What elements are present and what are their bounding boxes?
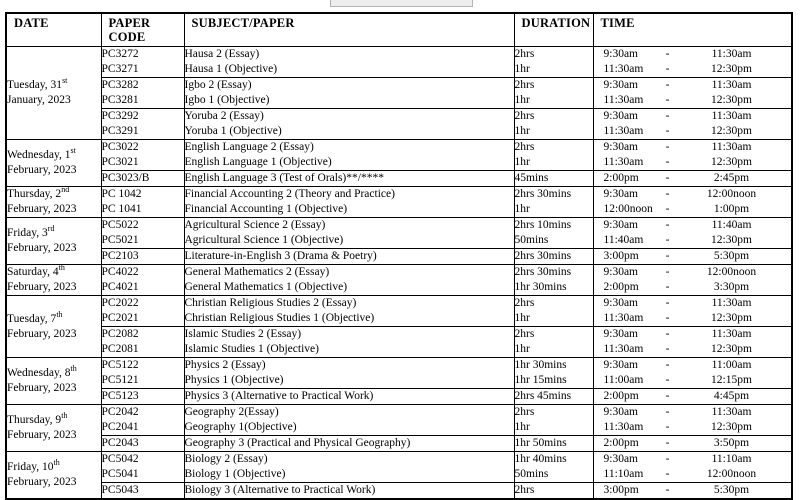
time-dash: - — [665, 374, 670, 386]
table-row — [6, 124, 792, 140]
time-end: 12:30pm — [711, 312, 752, 324]
table-row — [6, 342, 792, 358]
paper-code-cell: PC3282 — [101, 78, 184, 94]
paper-code-cell: PC3272 — [101, 47, 184, 63]
paper-code-cell: PC3291 — [101, 124, 184, 140]
time-start: 9:30am — [603, 48, 638, 60]
date-line2: February, 2023 — [7, 429, 77, 441]
paper-code-cell: PC5121 — [101, 373, 184, 389]
header-row — [6, 13, 792, 47]
time-cell — [593, 452, 792, 468]
date-ordinal: st — [70, 146, 76, 156]
paper-code-cell: PC3022 — [101, 140, 184, 156]
duration-cell: 2hrs — [514, 405, 593, 421]
time-cell — [593, 47, 792, 63]
col-header-paper-code: PAPER CODE — [101, 13, 184, 47]
time-start: 2:00pm — [603, 390, 639, 402]
date-cell — [6, 358, 101, 405]
subject-cell: Igbo 1 (Objective) — [184, 93, 514, 109]
time-cell — [593, 218, 792, 234]
date-line2: February, 2023 — [7, 281, 77, 293]
table-row — [6, 93, 792, 109]
subject-cell: Islamic Studies 1 (Objective) — [184, 342, 514, 358]
date-cell — [6, 296, 101, 358]
time-cell — [593, 311, 792, 327]
date-line1: Friday, 10th — [7, 458, 60, 473]
duration-cell: 1hr 30mins — [514, 280, 593, 296]
time-end: 12:30pm — [711, 343, 752, 355]
time-end: 12:00noon — [706, 266, 757, 278]
table-row — [6, 62, 792, 78]
date-line1: Tuesday, 31st — [7, 76, 68, 91]
time-dash: - — [665, 141, 670, 153]
paper-code-cell: PC5123 — [101, 389, 184, 405]
time-dash: - — [665, 125, 670, 137]
duration-cell: 1hr — [514, 342, 593, 358]
subject-cell: Physics 2 (Essay) — [184, 358, 514, 374]
time-start: 9:30am — [603, 141, 638, 153]
time-end: 12:30pm — [711, 421, 752, 433]
time-end: 11:30am — [711, 79, 752, 91]
time-cell — [593, 280, 792, 296]
time-end: 11:30am — [711, 110, 752, 122]
time-dash: - — [665, 421, 670, 433]
paper-code-cell: PC3281 — [101, 93, 184, 109]
time-dash: - — [665, 63, 670, 75]
table-row — [6, 358, 792, 374]
time-start: 11:40am — [603, 234, 644, 246]
time-dash: - — [665, 281, 670, 293]
paper-code-cell: PC2021 — [101, 311, 184, 327]
time-dash: - — [665, 437, 670, 449]
time-end: 3:50pm — [713, 437, 750, 449]
time-end: 12:30pm — [711, 94, 752, 106]
table-row — [6, 296, 792, 312]
date-cell — [6, 187, 101, 218]
time-end: 11:10am — [711, 453, 752, 465]
time-start: 9:30am — [603, 406, 638, 418]
time-cell — [593, 124, 792, 140]
paper-code-cell: PC3023/B — [101, 171, 184, 187]
subject-cell: Hausa 1 (Objective) — [184, 62, 514, 78]
date-ordinal: rd — [47, 224, 55, 234]
col-header-subject-paper: SUBJECT/PAPER — [184, 13, 514, 47]
subject-cell: Islamic Studies 2 (Essay) — [184, 327, 514, 343]
time-cell — [593, 202, 792, 218]
paper-code-cell: PC2081 — [101, 342, 184, 358]
duration-cell: 1hr — [514, 93, 593, 109]
time-dash: - — [665, 453, 670, 465]
time-start: 11:30am — [603, 156, 644, 168]
table-row — [6, 187, 792, 203]
time-start: 12:00noon — [603, 203, 653, 215]
table-row — [6, 233, 792, 249]
time-end: 5:30pm — [713, 250, 750, 262]
time-cell — [593, 140, 792, 156]
duration-cell: 50mins — [514, 233, 593, 249]
table-row — [6, 373, 792, 389]
time-dash: - — [665, 328, 670, 340]
date-line2: February, 2023 — [7, 203, 77, 215]
duration-cell: 50mins — [514, 467, 593, 483]
paper-code-cell: PC4022 — [101, 265, 184, 281]
time-start: 3:00pm — [603, 250, 639, 262]
paper-code-cell: PC3271 — [101, 62, 184, 78]
subject-cell: Igbo 2 (Essay) — [184, 78, 514, 94]
time-dash: - — [665, 110, 670, 122]
duration-cell: 1hr — [514, 62, 593, 78]
time-end: 12:00noon — [706, 188, 757, 200]
duration-cell: 1hr 40mins — [514, 452, 593, 468]
table-row — [6, 483, 792, 500]
table-row — [6, 109, 792, 125]
time-start: 9:30am — [603, 266, 638, 278]
date-ordinal: th — [58, 263, 65, 273]
paper-code-cell: PC5043 — [101, 483, 184, 500]
paper-code-cell: PC5021 — [101, 233, 184, 249]
col-header-date: DATE — [6, 13, 101, 47]
subject-cell: Yoruba 2 (Essay) — [184, 109, 514, 125]
date-line2: January, 2023 — [7, 94, 71, 106]
date-line1: Wednesday, 1st — [7, 146, 76, 161]
time-cell — [593, 265, 792, 281]
time-start: 9:30am — [603, 297, 638, 309]
date-cell — [6, 47, 101, 140]
date-ordinal: th — [70, 364, 77, 374]
subject-cell: Biology 3 (Alternative to Practical Work) — [184, 483, 514, 500]
time-dash: - — [665, 343, 670, 355]
time-cell — [593, 373, 792, 389]
time-end: 11:40am — [711, 219, 752, 231]
date-line1: Thursday, 2nd — [7, 185, 70, 200]
date-line1: Saturday, 4th — [7, 263, 65, 278]
time-start: 11:30am — [603, 421, 644, 433]
time-cell — [593, 342, 792, 358]
time-end: 4:45pm — [713, 390, 750, 402]
time-end: 5:30pm — [713, 484, 750, 496]
subject-cell: Agricultural Science 2 (Essay) — [184, 218, 514, 234]
time-end: 2:45pm — [713, 172, 750, 184]
paper-code-cell: PC2082 — [101, 327, 184, 343]
date-line2: February, 2023 — [7, 164, 77, 176]
subject-cell: Biology 2 (Essay) — [184, 452, 514, 468]
col-header-time: TIME — [593, 13, 792, 47]
time-end: 3:30pm — [713, 281, 750, 293]
time-start: 11:10am — [603, 468, 644, 480]
duration-cell: 2hrs — [514, 296, 593, 312]
paper-code-cell: PC5041 — [101, 467, 184, 483]
table-row — [6, 436, 792, 452]
paper-code-cell: PC3292 — [101, 109, 184, 125]
table-row — [6, 420, 792, 436]
time-start: 9:30am — [603, 219, 638, 231]
time-start: 11:30am — [603, 312, 644, 324]
time-cell — [593, 233, 792, 249]
date-line2: February, 2023 — [7, 242, 77, 254]
subject-cell: Physics 1 (Objective) — [184, 373, 514, 389]
time-cell — [593, 155, 792, 171]
time-start: 9:30am — [603, 188, 638, 200]
time-end: 11:00am — [711, 359, 752, 371]
date-ordinal: th — [56, 309, 63, 319]
duration-cell: 1hr — [514, 124, 593, 140]
date-ordinal: st — [62, 76, 68, 86]
duration-cell: 2hrs — [514, 327, 593, 343]
time-dash: - — [665, 266, 670, 278]
time-dash: - — [665, 468, 670, 480]
time-start: 9:30am — [603, 79, 638, 91]
date-ordinal: th — [53, 458, 60, 468]
duration-cell: 1hr — [514, 420, 593, 436]
table-row — [6, 155, 792, 171]
time-start: 2:00pm — [603, 281, 639, 293]
paper-code-cell: PC2022 — [101, 296, 184, 312]
time-dash: - — [665, 390, 670, 402]
table-row — [6, 265, 792, 281]
subject-cell: Christian Religious Studies 2 (Essay) — [184, 296, 514, 312]
time-dash: - — [665, 406, 670, 418]
time-cell — [593, 436, 792, 452]
paper-code-cell: PC2042 — [101, 405, 184, 421]
subject-cell: English Language 2 (Essay) — [184, 140, 514, 156]
table-row — [6, 389, 792, 405]
subject-cell: Hausa 2 (Essay) — [184, 47, 514, 63]
time-dash: - — [665, 48, 670, 60]
time-cell — [593, 296, 792, 312]
subject-cell: Christian Religious Studies 1 (Objective) — [184, 311, 514, 327]
table-row — [6, 280, 792, 296]
duration-cell: 45mins — [514, 171, 593, 187]
paper-code-cell: PC5122 — [101, 358, 184, 374]
paper-code-cell: PC2043 — [101, 436, 184, 452]
time-end: 12:30pm — [711, 234, 752, 246]
table-row — [6, 405, 792, 421]
table-row — [6, 202, 792, 218]
duration-cell: 2hrs — [514, 47, 593, 63]
time-start: 11:30am — [603, 63, 644, 75]
time-dash: - — [665, 188, 670, 200]
date-cell — [6, 218, 101, 265]
time-cell — [593, 249, 792, 265]
date-line2: February, 2023 — [7, 382, 77, 394]
paper-code-cell: PC2041 — [101, 420, 184, 436]
time-start: 3:00pm — [603, 484, 639, 496]
time-cell — [593, 78, 792, 94]
time-dash: - — [665, 250, 670, 262]
duration-cell: 1hr — [514, 311, 593, 327]
subject-cell: English Language 3 (Test of Orals)**/**** — [184, 171, 514, 187]
time-start: 9:30am — [603, 453, 638, 465]
time-start: 2:00pm — [603, 172, 639, 184]
date-cell — [6, 140, 101, 187]
table-row — [6, 171, 792, 187]
duration-cell: 1hr 15mins — [514, 373, 593, 389]
time-dash: - — [665, 156, 670, 168]
time-dash: - — [665, 79, 670, 91]
time-dash: - — [665, 219, 670, 231]
time-start: 9:30am — [603, 328, 638, 340]
duration-cell: 2hrs — [514, 109, 593, 125]
time-cell — [593, 420, 792, 436]
time-dash: - — [665, 94, 670, 106]
time-start: 9:30am — [603, 110, 638, 122]
duration-cell: 2hrs 30mins — [514, 265, 593, 281]
duration-cell: 1hr — [514, 202, 593, 218]
duration-cell: 1hr — [514, 155, 593, 171]
cropped-ui-fragment — [330, 0, 473, 7]
date-line1: Friday, 3rd — [7, 224, 55, 239]
duration-cell: 2hrs — [514, 140, 593, 156]
table-row — [6, 311, 792, 327]
table-row — [6, 327, 792, 343]
time-cell — [593, 327, 792, 343]
time-end: 12:30pm — [711, 63, 752, 75]
date-ordinal: th — [61, 411, 68, 421]
time-start: 11:00am — [603, 374, 644, 386]
time-cell — [593, 467, 792, 483]
duration-cell: 2hrs 45mins — [514, 389, 593, 405]
time-start: 9:30am — [603, 359, 638, 371]
time-cell — [593, 109, 792, 125]
subject-cell: English Language 1 (Objective) — [184, 155, 514, 171]
time-cell — [593, 171, 792, 187]
time-end: 11:30am — [711, 406, 752, 418]
duration-cell: 2hrs 10mins — [514, 218, 593, 234]
duration-cell: 2hrs — [514, 483, 593, 500]
time-cell — [593, 483, 792, 500]
subject-cell: Geography 2(Essay) — [184, 405, 514, 421]
subject-cell: Financial Accounting 2 (Theory and Practice) — [184, 187, 514, 203]
time-dash: - — [665, 297, 670, 309]
paper-code-cell: PC3021 — [101, 155, 184, 171]
time-dash: - — [665, 203, 670, 215]
time-cell — [593, 93, 792, 109]
time-end: 12:30pm — [711, 156, 752, 168]
time-dash: - — [665, 312, 670, 324]
time-dash: - — [665, 234, 670, 246]
time-cell — [593, 62, 792, 78]
date-cell — [6, 405, 101, 452]
paper-code-cell: PC2103 — [101, 249, 184, 265]
date-line2: February, 2023 — [7, 476, 77, 488]
date-line1: Thursday, 9th — [7, 411, 68, 426]
col-header-duration: DURATION — [514, 13, 593, 47]
duration-cell: 1hr 30mins — [514, 358, 593, 374]
exam-timetable-table — [5, 12, 793, 500]
table-row — [6, 452, 792, 468]
subject-cell: Literature-in-English 3 (Drama & Poetry) — [184, 249, 514, 265]
time-start: 2:00pm — [603, 437, 639, 449]
time-start: 11:30am — [603, 343, 644, 355]
subject-cell: Agricultural Science 1 (Objective) — [184, 233, 514, 249]
time-cell — [593, 389, 792, 405]
duration-cell: 2hrs 30mins — [514, 187, 593, 203]
time-dash: - — [665, 484, 670, 496]
paper-code-cell: PC 1042 — [101, 187, 184, 203]
subject-cell: Physics 3 (Alternative to Practical Work) — [184, 389, 514, 405]
table-row — [6, 78, 792, 94]
subject-cell: General Mathematics 2 (Essay) — [184, 265, 514, 281]
subject-cell: Geography 3 (Practical and Physical Geography) — [184, 436, 514, 452]
time-start: 11:30am — [603, 94, 644, 106]
duration-cell: 1hr 50mins — [514, 436, 593, 452]
table-row — [6, 47, 792, 63]
time-cell — [593, 187, 792, 203]
date-line1: Tuesday, 7th — [7, 309, 63, 325]
date-line2: February, 2023 — [7, 327, 77, 340]
time-cell — [593, 405, 792, 421]
time-end: 1:00pm — [713, 203, 750, 215]
subject-cell: Geography 1(Objective) — [184, 420, 514, 436]
time-end: 12:15pm — [711, 374, 752, 386]
paper-code-cell: PC5042 — [101, 452, 184, 468]
time-end: 12:00noon — [706, 468, 757, 480]
time-end: 11:30am — [711, 297, 752, 309]
table-row — [6, 249, 792, 265]
date-cell — [6, 265, 101, 296]
time-dash: - — [665, 359, 670, 371]
paper-code-cell: PC5022 — [101, 218, 184, 234]
subject-cell: General Mathematics 1 (Objective) — [184, 280, 514, 296]
time-end: 12:30pm — [711, 125, 752, 137]
subject-cell: Yoruba 1 (Objective) — [184, 124, 514, 140]
time-end: 11:30am — [711, 48, 752, 60]
time-end: 11:30am — [711, 328, 752, 340]
duration-cell: 2hrs 30mins — [514, 249, 593, 265]
table-row — [6, 140, 792, 156]
table-row — [6, 218, 792, 234]
subject-cell: Financial Accounting 1 (Objective) — [184, 202, 514, 218]
duration-cell: 2hrs — [514, 78, 593, 94]
time-cell — [593, 358, 792, 374]
date-ordinal: nd — [61, 185, 70, 195]
paper-code-cell: PC4021 — [101, 280, 184, 296]
table-row — [6, 467, 792, 483]
time-dash: - — [665, 172, 670, 184]
paper-code-cell: PC 1041 — [101, 202, 184, 218]
date-line1: Wednesday, 8th — [7, 364, 77, 379]
time-start: 11:30am — [603, 125, 644, 137]
subject-cell: Biology 1 (Objective) — [184, 467, 514, 483]
time-end: 11:30am — [711, 141, 752, 153]
